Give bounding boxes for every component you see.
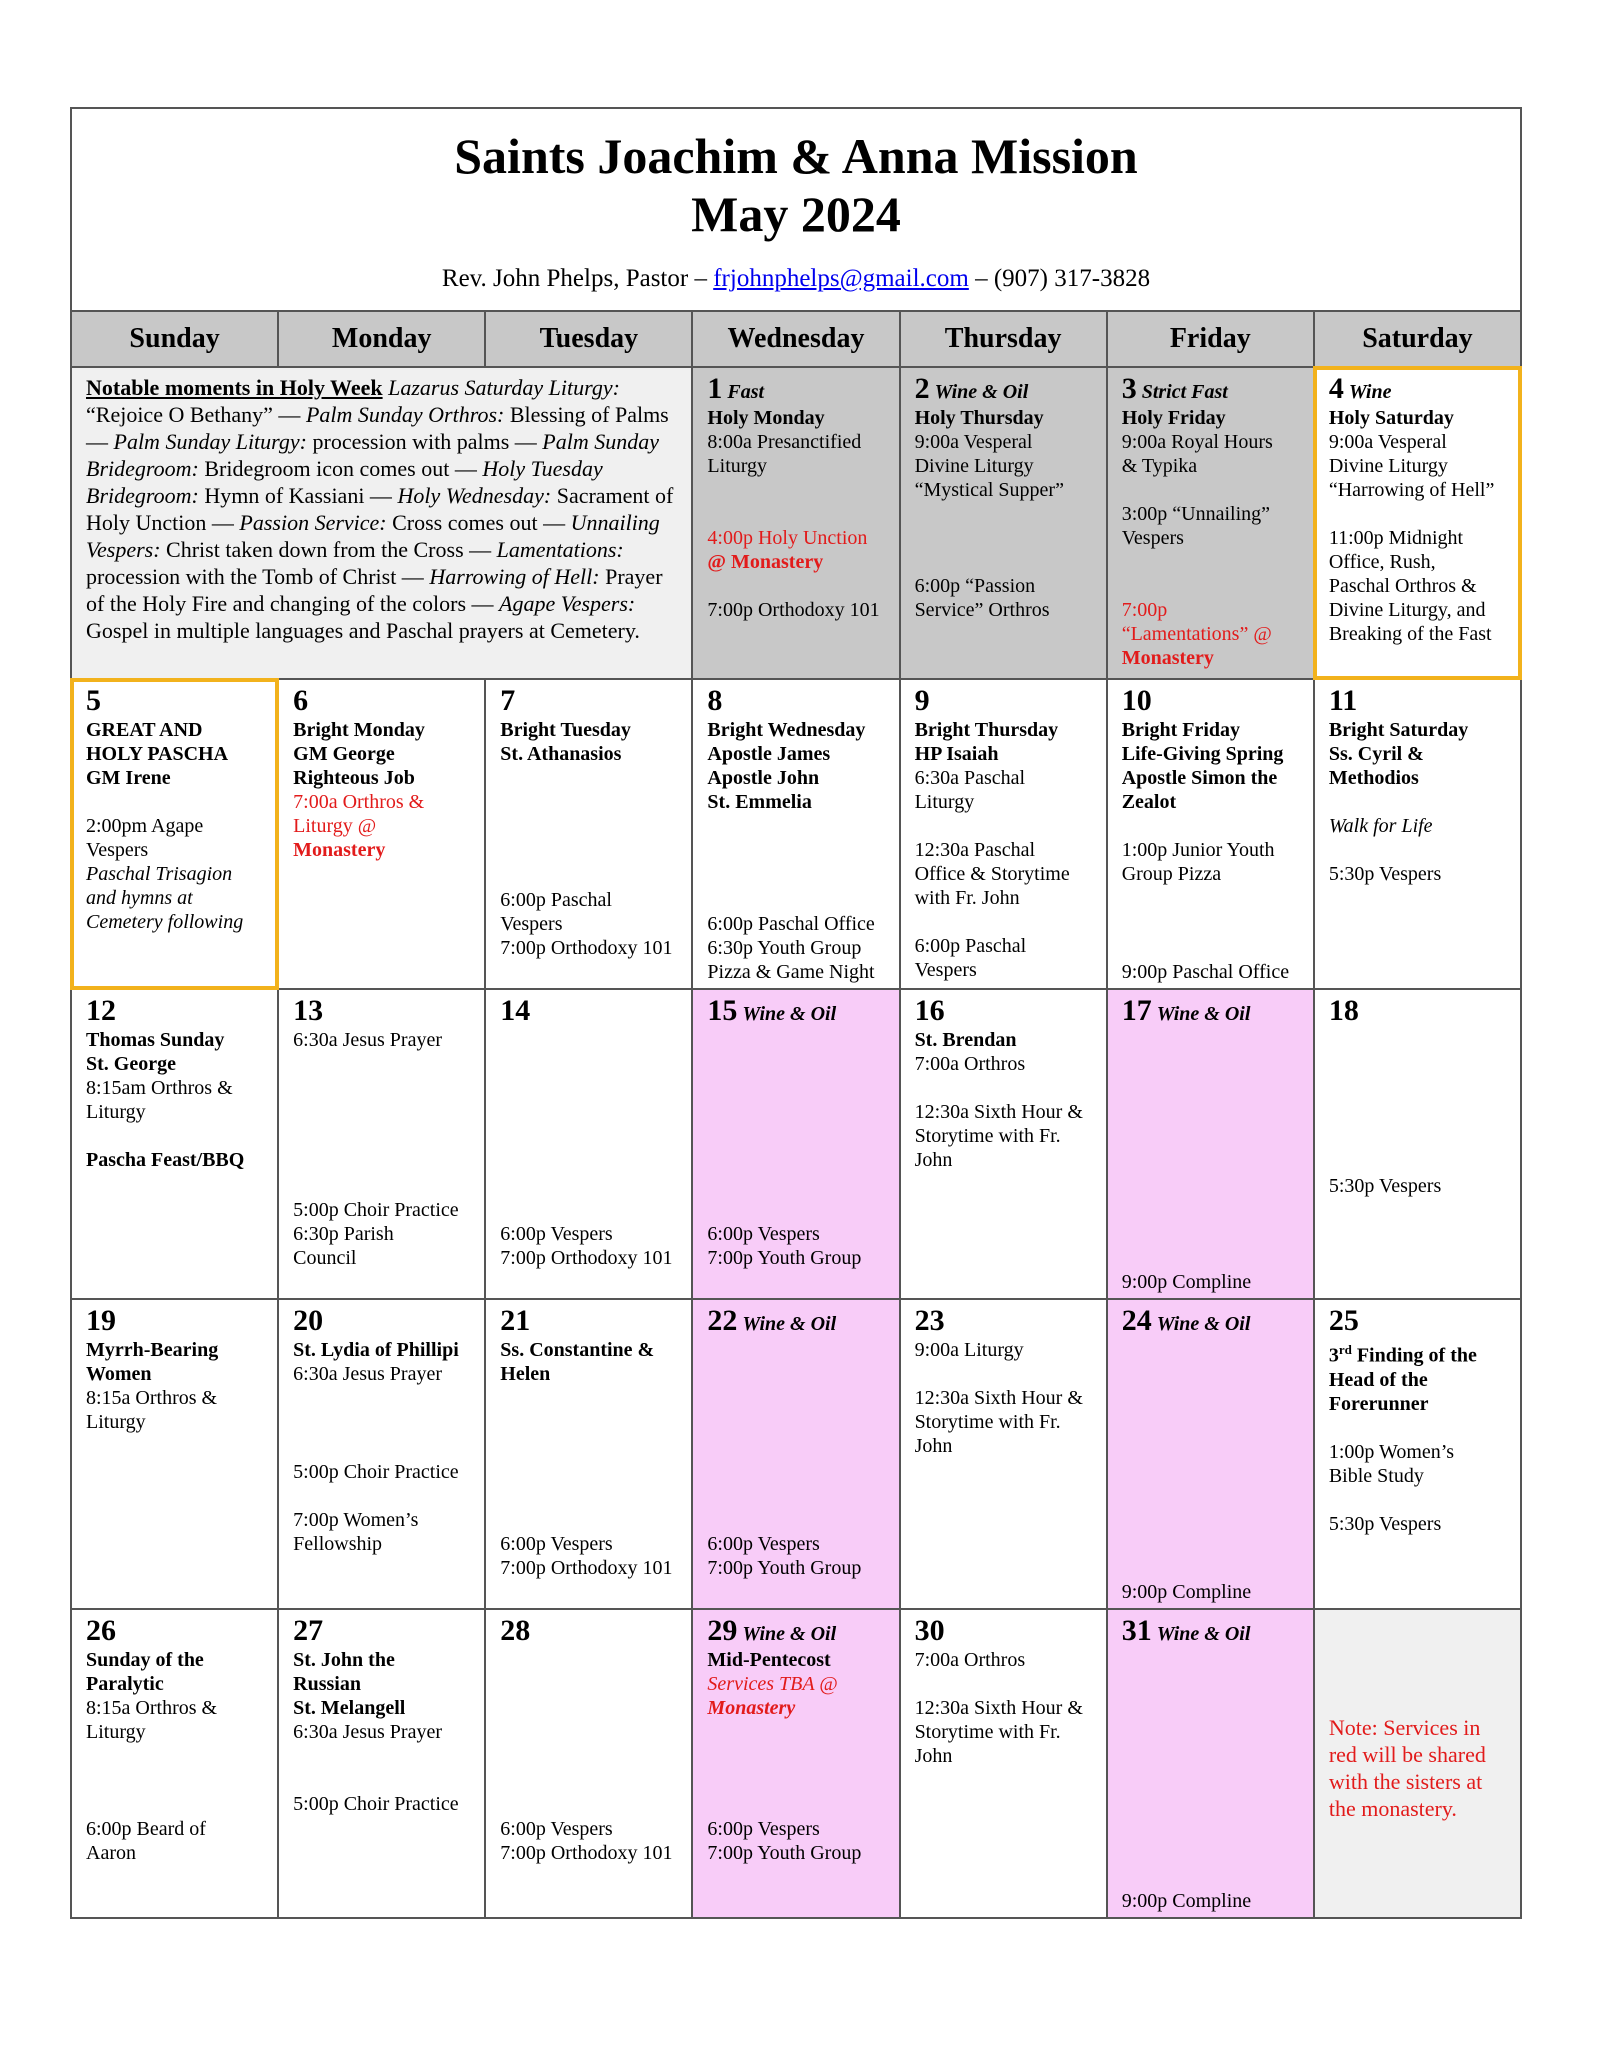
day-cell-23 <box>900 1299 1107 1609</box>
service-line: 6:00p Vespers <box>707 1533 820 1555</box>
day-number: 24 <box>1121 1304 1152 1337</box>
feast-name: Holy Monday <box>707 407 825 429</box>
notable-service: Agape Vespers: <box>499 591 636 616</box>
feast-name: Russian <box>293 1673 361 1695</box>
service-line: 11:00p Midnight <box>1328 527 1464 549</box>
feast-name: Ss. Constantine & <box>500 1339 655 1361</box>
service-note: Paschal Trisagion <box>86 863 233 885</box>
weekday-thursday: Thursday <box>900 311 1107 367</box>
feast-name: Forerunner <box>1328 1392 1429 1415</box>
feast-name: Apostle John <box>707 767 820 789</box>
notable-text: Gospel in multiple languages and Paschal prayers at Cemetery. <box>86 618 640 643</box>
notable-text: “Rejoice O Bethany” — <box>86 402 301 427</box>
week-row <box>71 1299 1521 1609</box>
service-line: 6:00p Vespers <box>707 1818 820 1840</box>
day-number: 9 <box>914 684 930 717</box>
feast-name: Bright Friday <box>1121 719 1241 741</box>
day-cell-3 <box>1107 367 1314 679</box>
day-cell-15 <box>692 989 899 1299</box>
day-cell-18 <box>1314 989 1521 1299</box>
service-line: Aaron <box>86 1842 136 1864</box>
day-number: 17 <box>1121 994 1152 1027</box>
service-line: Storytime with Fr. <box>914 1411 1061 1433</box>
fast-tag: Wine & Oil <box>742 1313 837 1335</box>
day-number: 13 <box>293 994 324 1027</box>
month-title: May 2024 <box>691 186 901 242</box>
weekday-saturday: Saturday <box>1314 311 1521 367</box>
service-line: 6:30a Jesus Prayer <box>293 1721 442 1743</box>
monastery-service: Monastery <box>707 1697 796 1719</box>
notable-text: Bridegroom icon comes out — <box>204 456 477 481</box>
feast-name: Paralytic <box>86 1673 164 1695</box>
service-line: 6:00p Vespers <box>500 1533 613 1555</box>
day-cell-10 <box>1107 679 1314 989</box>
day-cell-30 <box>900 1609 1107 1918</box>
service-line: Group Pizza <box>1121 863 1222 885</box>
service-line: Liturgy <box>914 791 975 813</box>
service-line: 6:30a Jesus Prayer <box>293 1029 442 1051</box>
day-cell-17 <box>1107 989 1314 1299</box>
day-cell-25 <box>1314 1299 1521 1609</box>
service-line: 12:30a Sixth Hour & <box>914 1101 1083 1123</box>
red-services-note: Note: Services in red will be shared with the sisters at the monastery. <box>1328 1715 1486 1821</box>
weekday-sunday: Sunday <box>71 311 278 367</box>
service-line: 9:00a Liturgy <box>914 1339 1024 1361</box>
service-line: Divine Liturgy <box>1328 455 1448 477</box>
day-number: 20 <box>293 1304 324 1337</box>
day-cell-28 <box>485 1609 692 1918</box>
feast-name: Helen <box>500 1363 551 1385</box>
service-line: 7:00p Orthodoxy 101 <box>500 1842 673 1864</box>
notable-service: Palm Sunday Bridegroom: <box>86 429 659 481</box>
feast-name: Bright Tuesday <box>500 719 631 741</box>
service-line: Liturgy <box>86 1101 146 1123</box>
service-line: 9:00a Vesperal <box>1328 431 1447 453</box>
day-number: 3 <box>1121 372 1137 405</box>
service-line: “Harrowing of Hell” <box>1328 479 1495 501</box>
service-line: 6:00p Vespers <box>500 1818 613 1840</box>
feast-name: Bright Thursday <box>914 719 1059 741</box>
notable-service: Passion Service: <box>239 510 387 535</box>
fast-tag: Fast <box>727 381 765 403</box>
notable-service: Palm Sunday Orthros: <box>305 402 505 427</box>
monastery-service: Services TBA @ <box>707 1673 838 1695</box>
service-line: Pizza & Game Night <box>707 961 875 983</box>
calendar-page <box>70 107 1522 1919</box>
service-line: Liturgy <box>707 455 768 477</box>
service-line: 3:00p “Unnailing” <box>1121 503 1271 525</box>
day-number: 2 <box>914 372 930 405</box>
monastery-service: Liturgy @ <box>293 815 377 837</box>
calendar-header <box>70 107 1522 310</box>
service-note: and hymns at <box>86 887 193 909</box>
notable-service: Holy Tuesday Bridegroom: <box>86 456 603 508</box>
weekday-header-row <box>71 311 1521 367</box>
week-row <box>71 367 1521 679</box>
weekday-tuesday: Tuesday <box>485 311 692 367</box>
fast-tag: Wine & Oil <box>742 1003 837 1025</box>
service-line: 9:00p Compline <box>1121 1581 1252 1603</box>
mission-name: Saints Joachim & Anna Mission <box>454 128 1138 184</box>
day-number: 12 <box>86 994 116 1027</box>
feast-name: GM Irene <box>86 767 171 789</box>
day-cell-5 <box>71 679 278 989</box>
monastery-service: “Lamentations” @ <box>1121 623 1272 645</box>
service-line: 12:30a Sixth Hour & <box>914 1697 1083 1719</box>
feast-name: Thomas Sunday <box>86 1029 225 1051</box>
service-line: 7:00p Youth Group <box>707 1247 862 1269</box>
feast-name: GREAT AND <box>86 719 203 741</box>
feast-ordinal: 3 <box>1328 1344 1339 1367</box>
service-line: Vespers <box>500 913 563 935</box>
event-note: Walk for Life <box>1328 815 1433 837</box>
service-line: 6:00p “Passion <box>914 575 1036 597</box>
service-line: Paschal Orthros & <box>1328 575 1477 597</box>
feast-name: Holy Saturday <box>1328 407 1454 429</box>
feast-name <box>1329 1338 1506 1368</box>
service-line: 6:30p Youth Group <box>707 937 862 959</box>
feast-name: St. John the <box>293 1649 395 1671</box>
service-line: John <box>914 1435 953 1457</box>
day-cell-24 <box>1107 1299 1314 1609</box>
service-line: 7:00p Youth Group <box>707 1842 862 1864</box>
feast-name: Mid-Pentecost <box>707 1649 831 1671</box>
service-line: 6:30a Paschal <box>914 767 1026 789</box>
monastery-service: @ Monastery <box>707 551 824 573</box>
service-line: 6:00p Paschal <box>914 935 1027 957</box>
monastery-service: Monastery <box>1121 647 1214 669</box>
service-line: “Mystical Supper” <box>914 479 1064 501</box>
feast-name: Apostle James <box>707 743 831 765</box>
service-line: 1:00p Women’s <box>1328 1440 1455 1463</box>
service-line: 12:30a Sixth Hour & <box>914 1387 1083 1409</box>
weekday-monday: Monday <box>278 311 485 367</box>
service-line: Divine Liturgy, and <box>1328 599 1486 621</box>
day-cell-21 <box>485 1299 692 1609</box>
day-cell-20 <box>278 1299 485 1609</box>
service-line: Liturgy <box>86 1411 146 1433</box>
notable-text: procession with the Tomb of Christ — <box>86 564 424 589</box>
day-number: 6 <box>293 684 309 717</box>
service-line: 7:00p Orthodoxy 101 <box>500 937 673 959</box>
service-line: 6:00p Paschal <box>500 889 612 911</box>
day-number: 10 <box>1121 684 1152 717</box>
day-number: 31 <box>1121 1614 1152 1647</box>
notable-heading: Notable moments in Holy Week <box>86 375 383 400</box>
service-line: 9:00a Vesperal <box>914 431 1033 453</box>
day-cell-11 <box>1314 679 1521 989</box>
feast-name: Holy Friday <box>1121 407 1226 429</box>
service-line: John <box>914 1745 953 1767</box>
day-number: 28 <box>500 1614 531 1647</box>
feast-name: GM George <box>293 743 395 765</box>
fast-tag: Wine & Oil <box>742 1623 837 1645</box>
day-cell-6 <box>278 679 485 989</box>
day-number: 15 <box>707 994 738 1027</box>
service-line: 5:00p Choir Practice <box>293 1199 459 1221</box>
service-line: Bible Study <box>1328 1464 1424 1487</box>
day-cell-12 <box>71 989 278 1299</box>
service-line: 5:00p Choir Practice <box>293 1793 459 1815</box>
day-number: 27 <box>293 1614 324 1647</box>
service-line: 9:00p Compline <box>1121 1271 1252 1293</box>
page-title <box>72 109 1520 243</box>
service-line: Office, Rush, <box>1328 551 1436 573</box>
service-line: Divine Liturgy <box>914 455 1034 477</box>
feast-name: Righteous Job <box>293 767 415 789</box>
feast-name: HP Isaiah <box>914 743 999 765</box>
service-line: Storytime with Fr. <box>914 1125 1061 1147</box>
feast-name: St. Melangell <box>293 1697 406 1719</box>
day-cell-27 <box>278 1609 485 1918</box>
notable-service: Holy Wednesday: <box>397 483 552 508</box>
feast-name: Women <box>86 1363 152 1385</box>
day-number: 26 <box>86 1614 116 1647</box>
notable-text: Prayer of the Holy Fire and changing of the colors — <box>86 564 663 616</box>
monastery-service: Monastery <box>293 839 386 861</box>
service-line: 5:30p Vespers <box>1328 1175 1442 1197</box>
notable-text: Hymn of Kassiani — <box>204 483 392 508</box>
feast-name: HOLY PASCHA <box>86 743 229 765</box>
day-number: 14 <box>500 994 531 1027</box>
feast-name: Apostle Simon the <box>1121 767 1278 789</box>
day-cell-26 <box>71 1609 278 1918</box>
notable-text: Blessing of Palms — <box>86 402 669 454</box>
day-cell-2 <box>900 367 1107 679</box>
feast-name: St. Lydia of Phillipi <box>293 1339 459 1361</box>
service-line: 2:00pm Agape <box>86 815 204 837</box>
notable-text: Christ taken down from the Cross — <box>166 537 492 562</box>
service-line: 7:00a Orthros <box>914 1649 1026 1671</box>
feast-name: St. Emmelia <box>707 791 812 813</box>
day-number: 1 <box>707 372 723 405</box>
notable-service: Lamentations: <box>496 537 624 562</box>
service-line: 8:15a Orthros & <box>86 1387 218 1409</box>
service-note: Cemetery following <box>86 911 244 933</box>
email-link[interactable]: frjohnphelps@gmail.com <box>713 265 969 292</box>
monastery-service: 7:00p <box>1121 599 1168 621</box>
service-line: 8:15am Orthros & <box>86 1077 233 1099</box>
service-line: 7:00p Women’s <box>293 1509 419 1531</box>
week-row <box>71 989 1521 1299</box>
day-cell-7 <box>485 679 692 989</box>
day-number: 30 <box>914 1614 945 1647</box>
notable-text: Sacrament of Holy Unction — <box>86 483 674 535</box>
fast-tag: Strict Fast <box>1141 381 1228 403</box>
fast-tag: Wine <box>1348 381 1392 403</box>
day-cell-31 <box>1107 1609 1314 1918</box>
day-cell-22 <box>692 1299 899 1609</box>
feast-name: Methodios <box>1328 767 1419 789</box>
feast-name: Life-Giving Spring <box>1121 743 1284 765</box>
day-number: 25 <box>1328 1304 1359 1337</box>
feast-name: Bright Saturday <box>1328 719 1469 741</box>
service-line: Liturgy <box>86 1721 146 1743</box>
day-number: 29 <box>707 1614 738 1647</box>
service-line: 8:00a Presanctified <box>707 431 862 453</box>
fast-tag: Wine & Oil <box>1156 1313 1251 1335</box>
note-cell <box>1314 1609 1521 1918</box>
feast-name: Bright Monday <box>293 719 425 741</box>
service-line: Storytime with Fr. <box>914 1721 1061 1743</box>
day-number: 11 <box>1328 684 1358 717</box>
notable-text: procession with palms — <box>312 429 537 454</box>
pastor-contact <box>72 265 1520 293</box>
service-line: 7:00p Orthodoxy 101 <box>500 1247 673 1269</box>
feast-name: St. George <box>86 1053 176 1075</box>
service-line: 12:30a Paschal <box>914 839 1036 861</box>
event-name: Pascha Feast/BBQ <box>86 1149 245 1171</box>
fast-tag: Wine & Oil <box>934 381 1029 403</box>
service-line: with Fr. John <box>914 887 1020 909</box>
notable-text: Cross comes out — <box>392 510 566 535</box>
day-cell-9 <box>900 679 1107 989</box>
day-number: 16 <box>914 994 945 1027</box>
day-number: 22 <box>707 1304 738 1337</box>
feast-name: Myrrh-Bearing <box>86 1339 219 1361</box>
service-line: & Typika <box>1121 455 1198 477</box>
service-line: 1:00p Junior Youth <box>1121 839 1275 861</box>
day-number: 21 <box>500 1304 531 1337</box>
service-line: 6:00p Beard of <box>86 1818 206 1840</box>
service-line: Office & Storytime <box>914 863 1070 885</box>
service-line: 9:00a Royal Hours <box>1121 431 1273 453</box>
day-number: 8 <box>707 684 723 717</box>
service-line: Council <box>293 1247 357 1269</box>
day-number: 7 <box>500 684 516 717</box>
monastery-service: 4:00p Holy Unction <box>707 527 868 549</box>
day-cell-4 <box>1314 367 1521 679</box>
feast-name: Head of the <box>1328 1368 1428 1391</box>
service-line: 6:00p Vespers <box>707 1223 820 1245</box>
feast-name: Sunday of the <box>86 1649 204 1671</box>
feast-name: St. Athanasios <box>500 743 622 765</box>
day-number: 23 <box>914 1304 945 1337</box>
feast-name: Zealot <box>1121 791 1177 813</box>
day-cell-13 <box>278 989 485 1299</box>
pastor-name: Rev. John Phelps, Pastor – <box>441 265 714 292</box>
service-line: 5:30p Vespers <box>1328 863 1442 885</box>
day-number: 19 <box>86 1304 116 1337</box>
service-line: 7:00p Youth Group <box>707 1557 862 1579</box>
day-cell-19 <box>71 1299 278 1609</box>
notable-service: Harrowing of Hell: <box>429 564 600 589</box>
service-line: Vespers <box>914 959 977 981</box>
calendar-grid <box>70 310 1522 1919</box>
service-line: Service” Orthros <box>914 599 1050 621</box>
service-line: 6:00p Vespers <box>500 1223 613 1245</box>
service-line: 9:00p Compline <box>1121 1890 1252 1912</box>
day-number: 5 <box>86 684 101 717</box>
day-number: 18 <box>1328 994 1359 1027</box>
service-line: Fellowship <box>293 1533 383 1555</box>
feast-name-text: Finding of the <box>1351 1344 1477 1367</box>
day-cell-14 <box>485 989 692 1299</box>
service-line: 9:00p Paschal Office <box>1121 961 1290 983</box>
service-line: 6:00p Paschal Office <box>707 913 875 935</box>
feast-name: Holy Thursday <box>914 407 1044 429</box>
service-line: John <box>914 1149 953 1171</box>
week-row <box>71 679 1521 989</box>
phone-number: – (907) 317-3828 <box>968 265 1151 292</box>
day-cell-16 <box>900 989 1107 1299</box>
service-line: 6:30a Jesus Prayer <box>293 1363 442 1385</box>
day-cell-8 <box>692 679 899 989</box>
service-line: 7:00p Orthodoxy 101 <box>500 1557 673 1579</box>
day-number: 4 <box>1328 372 1344 405</box>
service-line: 5:30p Vespers <box>1328 1512 1442 1535</box>
notable-service: Lazarus Saturday Liturgy: <box>388 375 620 400</box>
day-cell-1 <box>692 367 899 679</box>
service-line: 7:00p Orthodoxy 101 <box>707 599 880 621</box>
service-line: 6:30p Parish <box>293 1223 394 1245</box>
notable-service: Palm Sunday Liturgy: <box>113 429 307 454</box>
service-line: 8:15a Orthros & <box>86 1697 218 1719</box>
feast-name: Bright Wednesday <box>707 719 866 741</box>
fast-tag: Wine & Oil <box>1156 1623 1251 1645</box>
monastery-service: 7:00a Orthros & <box>293 791 425 813</box>
ordinal-suffix: rd <box>1338 1342 1352 1357</box>
week-row <box>71 1609 1521 1918</box>
feast-name: St. Brendan <box>914 1029 1017 1051</box>
weekday-wednesday: Wednesday <box>692 311 899 367</box>
feast-name: Ss. Cyril & <box>1328 743 1424 765</box>
notable-service: Unnailing Vespers: <box>86 510 660 562</box>
service-line: 7:00a Orthros <box>914 1053 1026 1075</box>
weekday-friday: Friday <box>1107 311 1314 367</box>
day-cell-29 <box>692 1609 899 1918</box>
service-line: Vespers <box>86 839 149 861</box>
service-line: Vespers <box>1121 527 1184 549</box>
service-line: 5:00p Choir Practice <box>293 1461 459 1483</box>
fast-tag: Wine & Oil <box>1156 1003 1251 1025</box>
service-line: Breaking of the Fast <box>1328 623 1492 645</box>
notable-moments-box <box>71 367 692 679</box>
